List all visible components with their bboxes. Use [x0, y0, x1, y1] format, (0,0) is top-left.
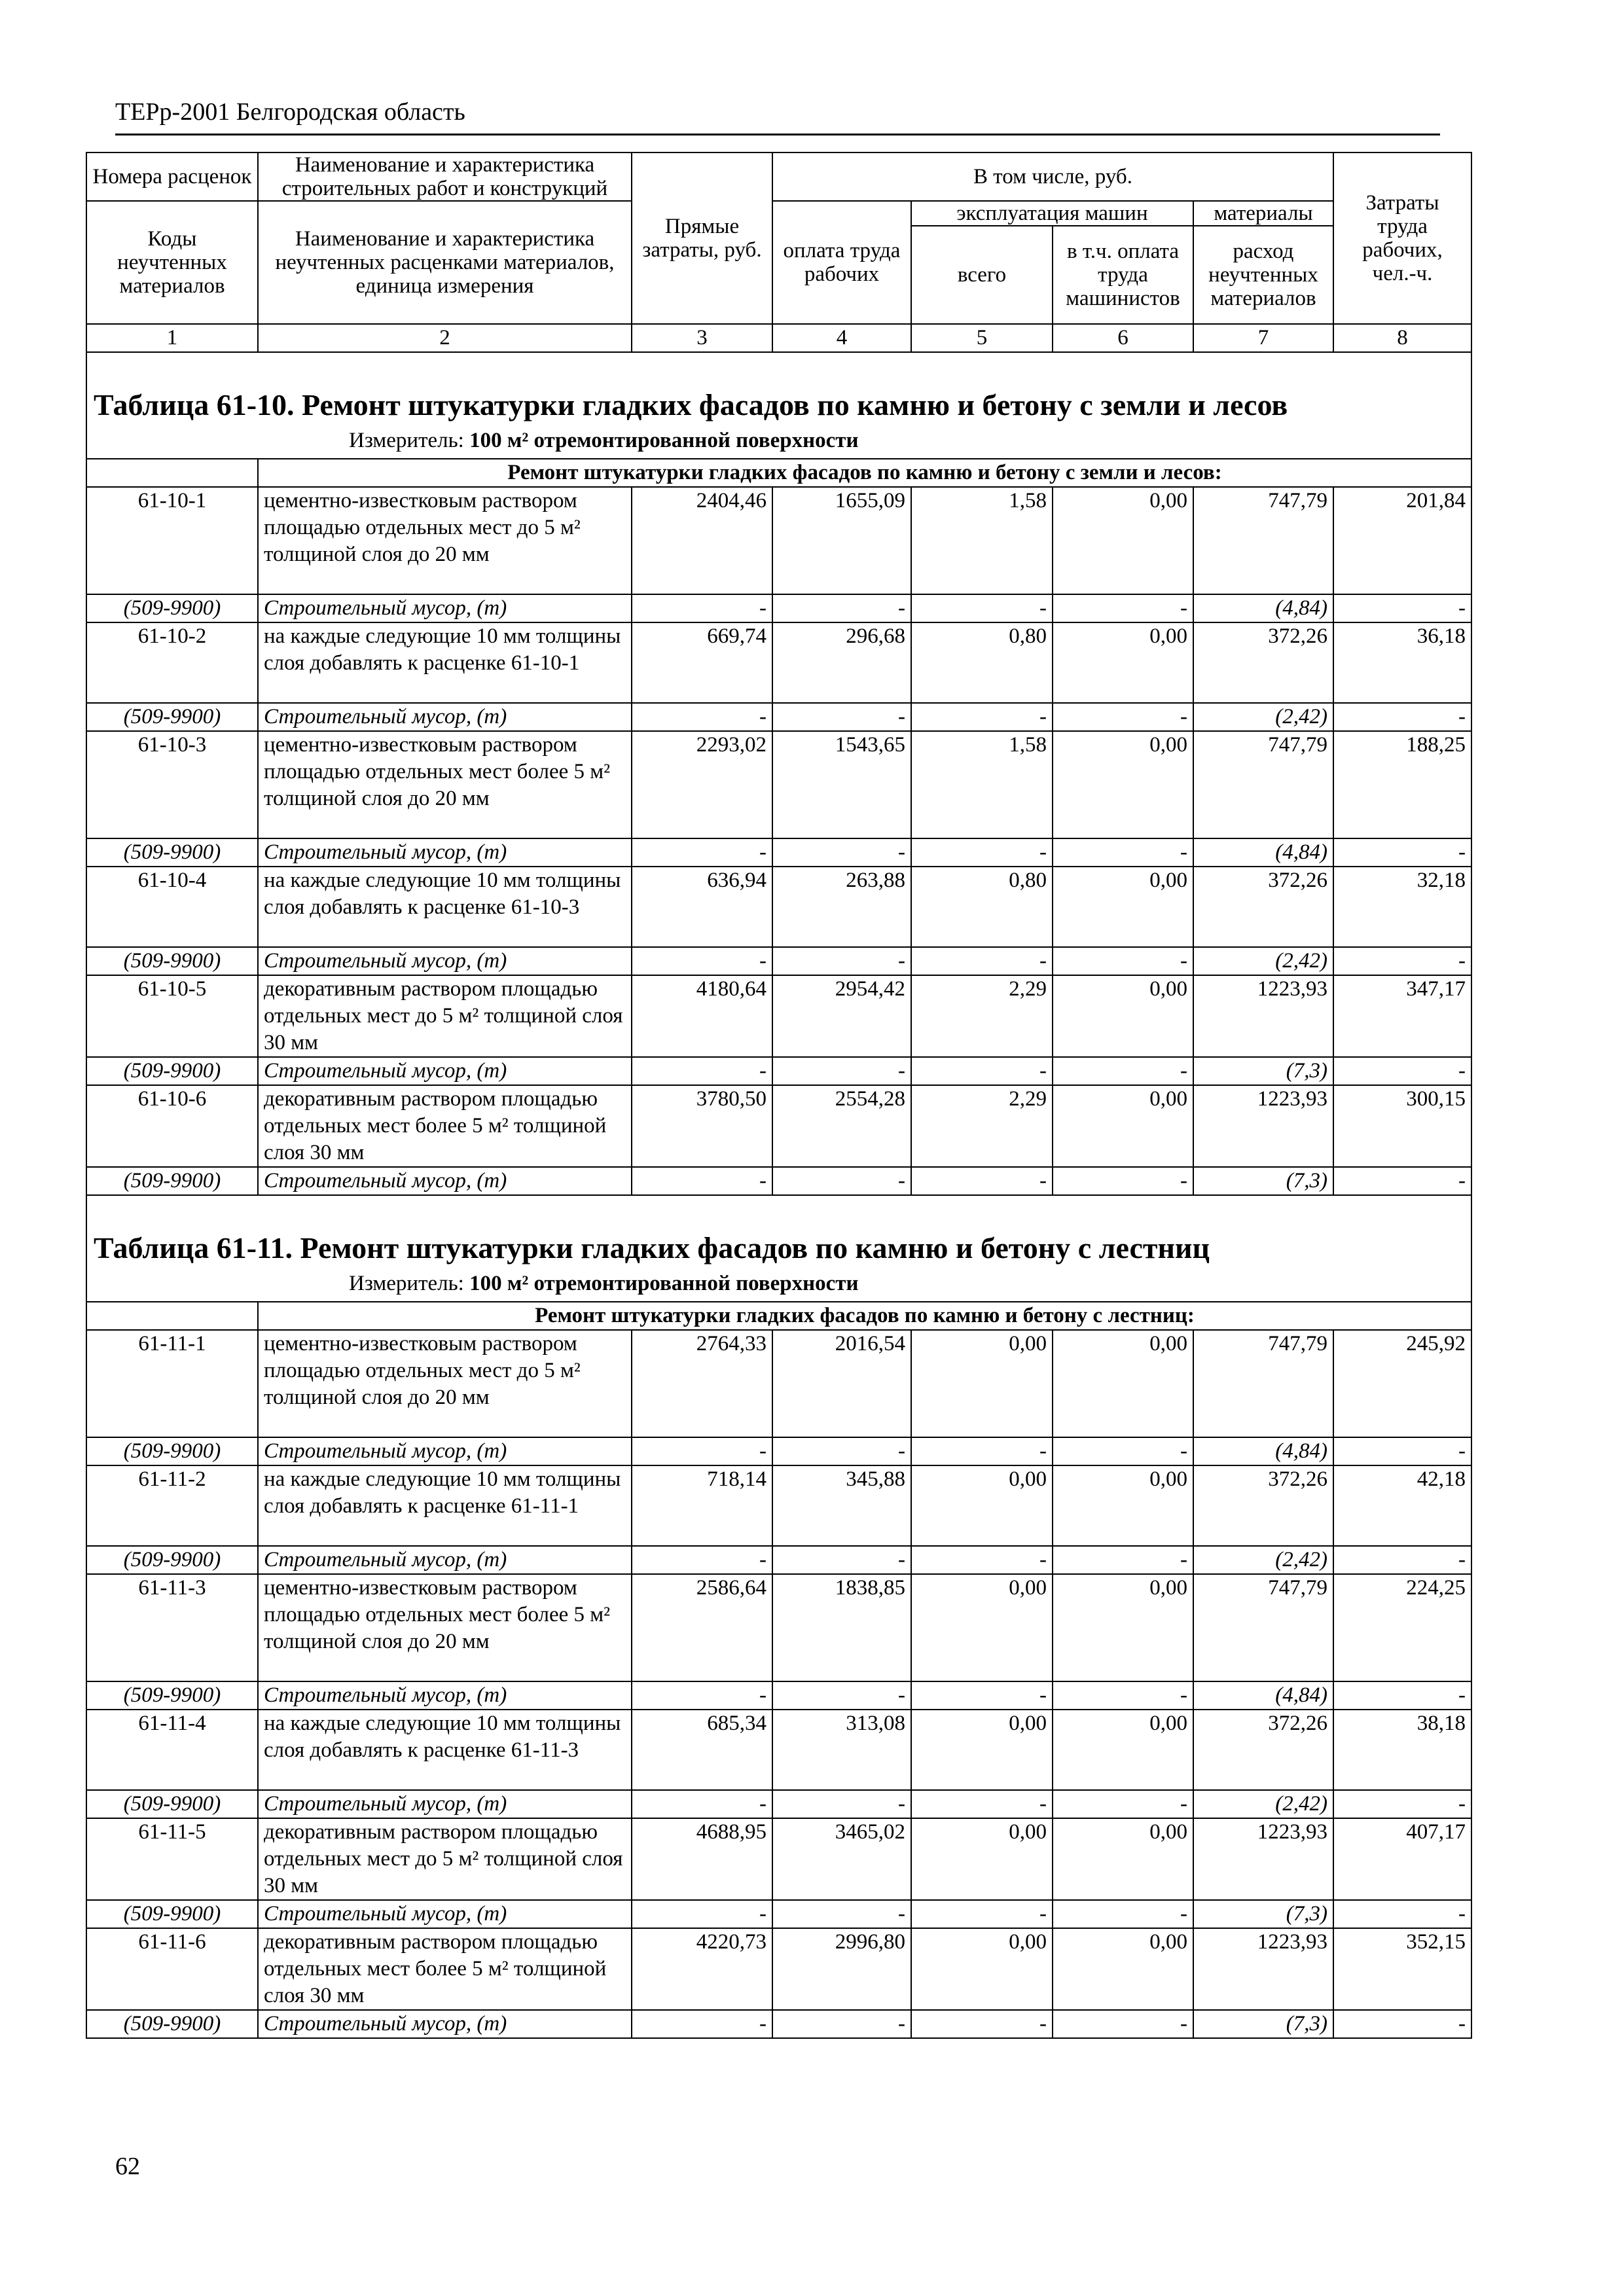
header-materials: материалы: [1193, 201, 1333, 226]
material-description: Строительный мусор, (т): [258, 1790, 632, 1818]
rate-description: на каждые следующие 10 мм толщины слоя добавлять к расценке 61-11-3: [258, 1710, 632, 1790]
material-value-m3: -: [632, 947, 772, 975]
material-value-m3: -: [632, 1546, 772, 1574]
material-value-m6: -: [1053, 1546, 1193, 1574]
material-value-m5: -: [911, 1437, 1053, 1465]
material-value-m7: (2,42): [1193, 1546, 1333, 1574]
rate-value-v8: 36,18: [1333, 622, 1471, 703]
col-number: 6: [1053, 324, 1193, 352]
material-value-m8: -: [1333, 947, 1471, 975]
material-value-m4: -: [772, 1900, 911, 1928]
rate-value-v4: 2954,42: [772, 975, 911, 1057]
header-material-consumption: расход неучтенных материалов: [1193, 226, 1333, 324]
material-row: [86, 1546, 1471, 1574]
header-material-name: Наименование и характеристика неучтенных расценками материалов, единица измерения: [258, 201, 632, 324]
rate-value-v7: 372,26: [1193, 867, 1333, 947]
table-title: Таблица 61-10. Ремонт штукатурки гладких фасадов по камню и бетону с земли и лесов: [86, 352, 1471, 427]
header-machines: эксплуатация машин: [911, 201, 1193, 226]
rate-value-v8: 352,15: [1333, 1928, 1471, 2010]
rate-row: [86, 1465, 1471, 1546]
rates-table: [86, 152, 1472, 2039]
rate-value-v6: 0,00: [1053, 1465, 1193, 1546]
rate-value-v5: 0,00: [911, 1330, 1053, 1437]
rate-value-v5: 0,80: [911, 867, 1053, 947]
header-labor: Затраты труда рабочих, чел.-ч.: [1333, 152, 1471, 324]
page-header: [115, 96, 1440, 135]
material-code: (509-9900): [86, 1437, 258, 1465]
rate-value-v3: 669,74: [632, 622, 772, 703]
material-value-m5: -: [911, 594, 1053, 622]
material-value-m4: -: [772, 2010, 911, 2038]
rate-code: 61-11-5: [86, 1818, 258, 1900]
material-value-m6: -: [1053, 1900, 1193, 1928]
material-code: (509-9900): [86, 703, 258, 731]
rate-row: [86, 1818, 1471, 1900]
col-number: 4: [772, 324, 911, 352]
rate-row: [86, 1574, 1471, 1681]
material-row: [86, 1167, 1471, 1195]
material-description: Строительный мусор, (т): [258, 1900, 632, 1928]
material-code: (509-9900): [86, 1900, 258, 1928]
rate-value-v4: 2554,28: [772, 1085, 911, 1167]
material-value-m8: -: [1333, 703, 1471, 731]
material-code: (509-9900): [86, 594, 258, 622]
material-code: (509-9900): [86, 947, 258, 975]
rate-row: [86, 622, 1471, 703]
rate-value-v5: 0,00: [911, 1710, 1053, 1790]
rate-value-v3: 2404,46: [632, 487, 772, 594]
material-code: (509-9900): [86, 838, 258, 867]
measure-line: [86, 1270, 1471, 1302]
rate-code: 61-10-4: [86, 867, 258, 947]
material-value-m4: -: [772, 1790, 911, 1818]
rate-description: декоративным раствором площадью отдельных мест до 5 м² толщиной слоя 30 мм: [258, 1818, 632, 1900]
material-value-m7: (2,42): [1193, 1790, 1333, 1818]
rate-value-v6: 0,00: [1053, 1330, 1193, 1437]
table-title-row: [86, 352, 1471, 427]
material-value-m5: -: [911, 838, 1053, 867]
col-number: 1: [86, 324, 258, 352]
rate-value-v6: 0,00: [1053, 1574, 1193, 1681]
material-row: [86, 594, 1471, 622]
rate-value-v3: 2586,64: [632, 1574, 772, 1681]
rate-code: 61-10-6: [86, 1085, 258, 1167]
material-value-m6: -: [1053, 1437, 1193, 1465]
material-row: [86, 703, 1471, 731]
material-description: Строительный мусор, (т): [258, 1437, 632, 1465]
rate-description: на каждые следующие 10 мм толщины слоя добавлять к расценке 61-11-1: [258, 1465, 632, 1546]
rate-value-v7: 747,79: [1193, 487, 1333, 594]
material-code: (509-9900): [86, 1790, 258, 1818]
header-machinists-pay: в т.ч. оплата труда машинистов: [1053, 226, 1193, 324]
rate-code: 61-11-6: [86, 1928, 258, 2010]
rate-code: 61-10-5: [86, 975, 258, 1057]
rate-code: 61-11-2: [86, 1465, 258, 1546]
rate-value-v6: 0,00: [1053, 975, 1193, 1057]
rate-code: 61-10-1: [86, 487, 258, 594]
material-value-m6: -: [1053, 1167, 1193, 1195]
material-value-m3: -: [632, 1437, 772, 1465]
section-title: Ремонт штукатурки гладких фасадов по камню и бетону с земли и лесов:: [258, 459, 1471, 487]
rate-description: цементно-известковым раствором площадью отдельных мест более 5 м² толщиной слоя до 20 мм: [258, 731, 632, 838]
rate-value-v4: 345,88: [772, 1465, 911, 1546]
material-value-m3: -: [632, 1790, 772, 1818]
rate-value-v3: 2293,02: [632, 731, 772, 838]
rate-value-v8: 42,18: [1333, 1465, 1471, 1546]
rate-description: цементно-известковым раствором площадью отдельных мест более 5 м² толщиной слоя до 20 мм: [258, 1574, 632, 1681]
material-description: Строительный мусор, (т): [258, 1057, 632, 1085]
material-value-m7: (4,84): [1193, 594, 1333, 622]
rate-value-v5: 2,29: [911, 975, 1053, 1057]
rate-value-v8: 347,17: [1333, 975, 1471, 1057]
section-spacer: [86, 1302, 258, 1330]
rate-value-v5: 2,29: [911, 1085, 1053, 1167]
rate-value-v7: 1223,93: [1193, 1928, 1333, 2010]
col-number: 3: [632, 324, 772, 352]
rate-code: 61-11-4: [86, 1710, 258, 1790]
material-value-m5: -: [911, 1900, 1053, 1928]
section-title: Ремонт штукатурки гладких фасадов по камню и бетону с лестниц:: [258, 1302, 1471, 1330]
table-title-row: [86, 1195, 1471, 1270]
section-row: [86, 1302, 1471, 1330]
header-direct-costs: Прямые затраты, руб.: [632, 152, 772, 324]
material-description: Строительный мусор, (т): [258, 1167, 632, 1195]
material-value-m5: -: [911, 1546, 1053, 1574]
material-code: (509-9900): [86, 1167, 258, 1195]
rate-value-v3: 4180,64: [632, 975, 772, 1057]
page-header-text: ТЕРр-2001 Белгородская область: [115, 98, 465, 126]
material-value-m7: (4,84): [1193, 1681, 1333, 1710]
material-row: [86, 1790, 1471, 1818]
material-value-m3: -: [632, 1681, 772, 1710]
rate-description: на каждые следующие 10 мм толщины слоя добавлять к расценке 61-10-1: [258, 622, 632, 703]
rate-value-v7: 1223,93: [1193, 975, 1333, 1057]
header-workers-pay: оплата труда рабочих: [772, 201, 911, 324]
rate-value-v8: 300,15: [1333, 1085, 1471, 1167]
material-value-m4: -: [772, 703, 911, 731]
rate-value-v5: 1,58: [911, 731, 1053, 838]
material-value-m3: -: [632, 1057, 772, 1085]
material-value-m3: -: [632, 1900, 772, 1928]
rate-value-v3: 685,34: [632, 1710, 772, 1790]
rate-value-v7: 1223,93: [1193, 1085, 1333, 1167]
material-value-m5: -: [911, 703, 1053, 731]
material-value-m8: -: [1333, 1167, 1471, 1195]
rate-value-v4: 1838,85: [772, 1574, 911, 1681]
rate-code: 61-10-3: [86, 731, 258, 838]
material-value-m3: -: [632, 838, 772, 867]
material-value-m6: -: [1053, 594, 1193, 622]
material-value-m4: -: [772, 594, 911, 622]
rate-value-v4: 2016,54: [772, 1330, 911, 1437]
rate-value-v5: 1,58: [911, 487, 1053, 594]
rate-value-v6: 0,00: [1053, 867, 1193, 947]
measure-value: 100 м² отремонтированной поверхности: [469, 429, 859, 452]
rate-value-v4: 1655,09: [772, 487, 911, 594]
material-value-m8: -: [1333, 1681, 1471, 1710]
material-description: Строительный мусор, (т): [258, 703, 632, 731]
header-including: В том числе, руб.: [772, 152, 1333, 201]
material-value-m6: -: [1053, 703, 1193, 731]
rate-value-v7: 372,26: [1193, 622, 1333, 703]
material-value-m3: -: [632, 2010, 772, 2038]
rate-value-v6: 0,00: [1053, 1710, 1193, 1790]
material-value-m6: -: [1053, 2010, 1193, 2038]
material-value-m5: -: [911, 2010, 1053, 2038]
rate-value-v4: 2996,80: [772, 1928, 911, 2010]
measure-row: [86, 1270, 1471, 1302]
rate-row: [86, 1330, 1471, 1437]
rate-description: на каждые следующие 10 мм толщины слоя добавлять к расценке 61-10-3: [258, 867, 632, 947]
material-value-m5: -: [911, 1681, 1053, 1710]
material-description: Строительный мусор, (т): [258, 594, 632, 622]
rates-table-body: [86, 152, 1471, 2038]
measure-value: 100 м² отремонтированной поверхности: [469, 1272, 859, 1295]
material-value-m5: -: [911, 1790, 1053, 1818]
material-code: (509-9900): [86, 1681, 258, 1710]
material-row: [86, 947, 1471, 975]
rate-value-v5: 0,00: [911, 1818, 1053, 1900]
rate-value-v7: 1223,93: [1193, 1818, 1333, 1900]
material-value-m5: -: [911, 947, 1053, 975]
material-value-m8: -: [1333, 1790, 1471, 1818]
rate-row: [86, 1928, 1471, 2010]
rate-value-v7: 372,26: [1193, 1710, 1333, 1790]
material-value-m3: -: [632, 594, 772, 622]
rate-value-v4: 263,88: [772, 867, 911, 947]
rate-value-v6: 0,00: [1053, 622, 1193, 703]
col-number: 7: [1193, 324, 1333, 352]
header-rate-numbers: Номера расценок: [86, 152, 258, 201]
material-row: [86, 1057, 1471, 1085]
material-value-m3: -: [632, 1167, 772, 1195]
rate-value-v3: 3780,50: [632, 1085, 772, 1167]
rate-value-v4: 313,08: [772, 1710, 911, 1790]
rate-description: декоративным раствором площадью отдельных мест до 5 м² толщиной слоя 30 мм: [258, 975, 632, 1057]
rate-value-v4: 296,68: [772, 622, 911, 703]
rate-description: цементно-известковым раствором площадью отдельных мест до 5 м² толщиной слоя до 20 мм: [258, 1330, 632, 1437]
material-value-m7: (2,42): [1193, 703, 1333, 731]
material-value-m7: (7,3): [1193, 2010, 1333, 2038]
rate-value-v3: 718,14: [632, 1465, 772, 1546]
col-number: 8: [1333, 324, 1471, 352]
section-spacer: [86, 459, 258, 487]
material-description: Строительный мусор, (т): [258, 838, 632, 867]
material-value-m4: -: [772, 1167, 911, 1195]
rate-value-v4: 1543,65: [772, 731, 911, 838]
material-value-m8: -: [1333, 1546, 1471, 1574]
material-description: Строительный мусор, (т): [258, 1546, 632, 1574]
rate-value-v7: 747,79: [1193, 1574, 1333, 1681]
rate-value-v8: 245,92: [1333, 1330, 1471, 1437]
material-value-m7: (7,3): [1193, 1167, 1333, 1195]
material-code: (509-9900): [86, 2010, 258, 2038]
rate-value-v3: 636,94: [632, 867, 772, 947]
material-row: [86, 2010, 1471, 2038]
rate-description: декоративным раствором площадью отдельных мест более 5 м² толщиной слоя 30 мм: [258, 1085, 632, 1167]
rate-description: цементно-известковым раствором площадью отдельных мест до 5 м² толщиной слоя до 20 мм: [258, 487, 632, 594]
rate-value-v3: 4220,73: [632, 1928, 772, 2010]
rate-row: [86, 867, 1471, 947]
material-value-m8: -: [1333, 1437, 1471, 1465]
page-number: 62: [115, 2153, 140, 2180]
material-value-m4: -: [772, 838, 911, 867]
rate-value-v5: 0,00: [911, 1465, 1053, 1546]
material-value-m4: -: [772, 1437, 911, 1465]
measure-label: Измеритель:: [349, 1272, 464, 1295]
material-value-m3: -: [632, 703, 772, 731]
col-number: 5: [911, 324, 1053, 352]
material-value-m4: -: [772, 1681, 911, 1710]
material-row: [86, 1681, 1471, 1710]
material-row: [86, 838, 1471, 867]
rate-value-v8: 188,25: [1333, 731, 1471, 838]
material-value-m7: (4,84): [1193, 1437, 1333, 1465]
rate-value-v4: 3465,02: [772, 1818, 911, 1900]
material-value-m4: -: [772, 947, 911, 975]
material-description: Строительный мусор, (т): [258, 2010, 632, 2038]
material-value-m7: (7,3): [1193, 1057, 1333, 1085]
rate-value-v7: 747,79: [1193, 1330, 1333, 1437]
rate-row: [86, 487, 1471, 594]
material-value-m6: -: [1053, 1790, 1193, 1818]
rate-value-v8: 32,18: [1333, 867, 1471, 947]
rate-code: 61-11-3: [86, 1574, 258, 1681]
material-value-m8: -: [1333, 1057, 1471, 1085]
header-work-name: Наименование и характеристика строительных работ и конструкций: [258, 152, 632, 201]
material-description: Строительный мусор, (т): [258, 947, 632, 975]
material-value-m8: -: [1333, 594, 1471, 622]
rate-row: [86, 1085, 1471, 1167]
section-row: [86, 459, 1471, 487]
rate-value-v5: 0,80: [911, 622, 1053, 703]
header-material-codes: Коды неучтенных материалов: [86, 201, 258, 324]
material-value-m8: -: [1333, 1900, 1471, 1928]
rate-value-v5: 0,00: [911, 1928, 1053, 2010]
material-row: [86, 1900, 1471, 1928]
rate-row: [86, 731, 1471, 838]
material-row: [86, 1437, 1471, 1465]
material-value-m6: -: [1053, 1681, 1193, 1710]
rate-code: 61-10-2: [86, 622, 258, 703]
rate-value-v6: 0,00: [1053, 487, 1193, 594]
header-machines-total: всего: [911, 226, 1053, 324]
material-value-m8: -: [1333, 838, 1471, 867]
rate-value-v6: 0,00: [1053, 731, 1193, 838]
material-value-m7: (4,84): [1193, 838, 1333, 867]
material-value-m7: (7,3): [1193, 1900, 1333, 1928]
rate-value-v3: 4688,95: [632, 1818, 772, 1900]
material-value-m5: -: [911, 1057, 1053, 1085]
rate-value-v3: 2764,33: [632, 1330, 772, 1437]
material-code: (509-9900): [86, 1546, 258, 1574]
table-title: Таблица 61-11. Ремонт штукатурки гладких фасадов по камню и бетону с лестниц: [86, 1195, 1471, 1270]
rate-row: [86, 1710, 1471, 1790]
material-description: Строительный мусор, (т): [258, 1681, 632, 1710]
rate-value-v6: 0,00: [1053, 1928, 1193, 2010]
material-code: (509-9900): [86, 1057, 258, 1085]
rate-value-v8: 224,25: [1333, 1574, 1471, 1681]
material-value-m6: -: [1053, 1057, 1193, 1085]
rate-value-v8: 38,18: [1333, 1710, 1471, 1790]
rate-code: 61-11-1: [86, 1330, 258, 1437]
rate-value-v6: 0,00: [1053, 1085, 1193, 1167]
material-value-m8: -: [1333, 2010, 1471, 2038]
rate-value-v7: 747,79: [1193, 731, 1333, 838]
rate-value-v7: 372,26: [1193, 1465, 1333, 1546]
rate-value-v8: 201,84: [1333, 487, 1471, 594]
col-number: 2: [258, 324, 632, 352]
material-value-m5: -: [911, 1167, 1053, 1195]
material-value-m4: -: [772, 1057, 911, 1085]
material-value-m6: -: [1053, 838, 1193, 867]
measure-line: [86, 427, 1471, 459]
rate-value-v6: 0,00: [1053, 1818, 1193, 1900]
rate-value-v5: 0,00: [911, 1574, 1053, 1681]
material-value-m4: -: [772, 1546, 911, 1574]
measure-label: Измеритель:: [349, 429, 464, 452]
rate-value-v8: 407,17: [1333, 1818, 1471, 1900]
material-value-m7: (2,42): [1193, 947, 1333, 975]
rate-description: декоративным раствором площадью отдельных мест более 5 м² толщиной слоя 30 мм: [258, 1928, 632, 2010]
rate-row: [86, 975, 1471, 1057]
measure-row: [86, 427, 1471, 459]
material-value-m6: -: [1053, 947, 1193, 975]
